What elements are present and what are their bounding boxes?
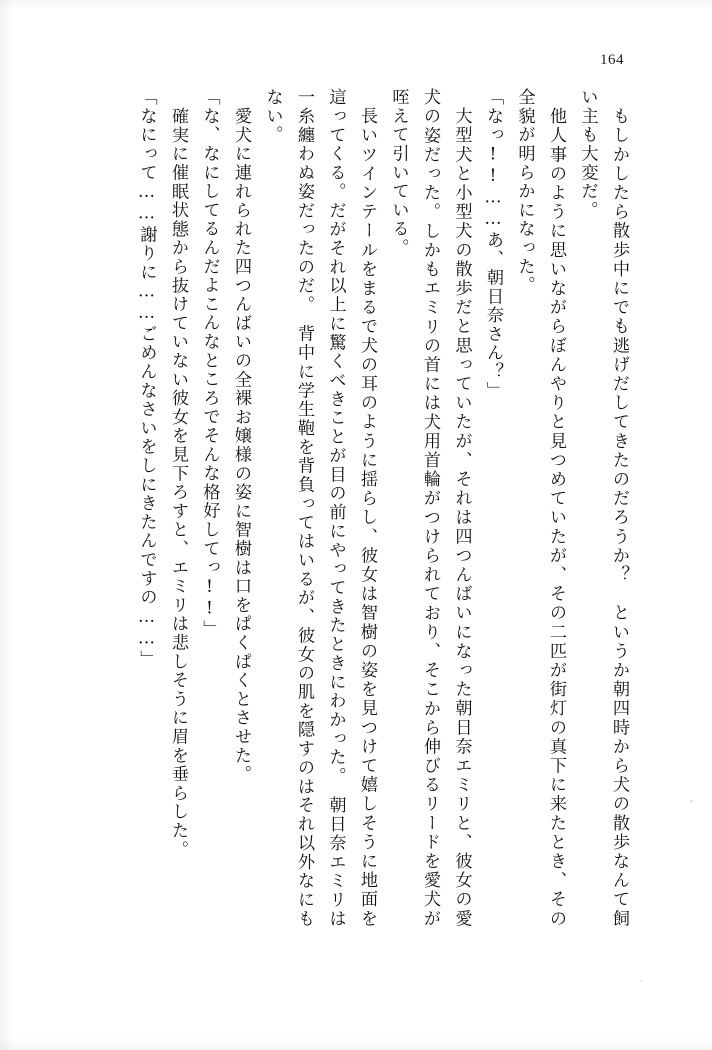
- paragraph: 長いツインテールをまるで犬の耳のように揺らし、彼女は智樹の姿を見つけて嬉しそうに地面を這ってくる。だがそれ以上に驚くべきことが目の前にやってきたときにわかった。 朝日奈エミリは一糸纏わぬ姿だったのだ。 背中に学生鞄を背負ってはいるが、彼女の肌を隠すのはそれ以外なにもない。: [262, 88, 377, 928]
- scan-edge-left: [0, 0, 14, 1050]
- paragraph: 確実に催眠状態から抜けていない彼女を見下ろすと、エミリは悲しそうに眉を垂らした。: [168, 107, 188, 859]
- paragraph: 大型犬と小型犬の散歩だと思っていたが、それは四つんばいになった朝日奈エミリと、彼女の愛犬の姿だった。しかもエミリの首には犬用首輪がつけられており、そこから伸びるリードを愛犬が咥えて引いている。: [388, 88, 472, 928]
- scan-speck: [690, 800, 693, 803]
- paragraph: もしかしたら散歩中にでも逃げだしてきたのだろうか？ というか朝四時から犬の散歩なんて飼い主も大変だ。: [577, 88, 629, 928]
- paragraph-dialogue: 「なっ!!……あ、朝日奈さん？」: [483, 88, 503, 400]
- scan-edge-top: [0, 0, 712, 10]
- paragraph-dialogue: 「な、なにしてるんだよこんなところでそんな格好してっ!!」: [199, 88, 220, 639]
- paragraph: 他人事のように思いながらぼんやりと見つめていたが、その二匹が街灯の真下に来たとき、その全貌が明らかになった。: [514, 88, 566, 928]
- paragraph-dialogue: 「なにって……謝りに……ごめんなさいをしにきたんですの……」: [136, 88, 157, 669]
- scan-edge-bottom: [0, 1038, 712, 1050]
- scan-speck: [640, 980, 642, 982]
- body-text: [74, 88, 634, 928]
- paragraph: 愛犬に連れられた四つんばいの全裸お嬢様の姿に智樹は口をぱくぱくとさせた。: [231, 107, 251, 784]
- page-number: 164: [600, 52, 624, 68]
